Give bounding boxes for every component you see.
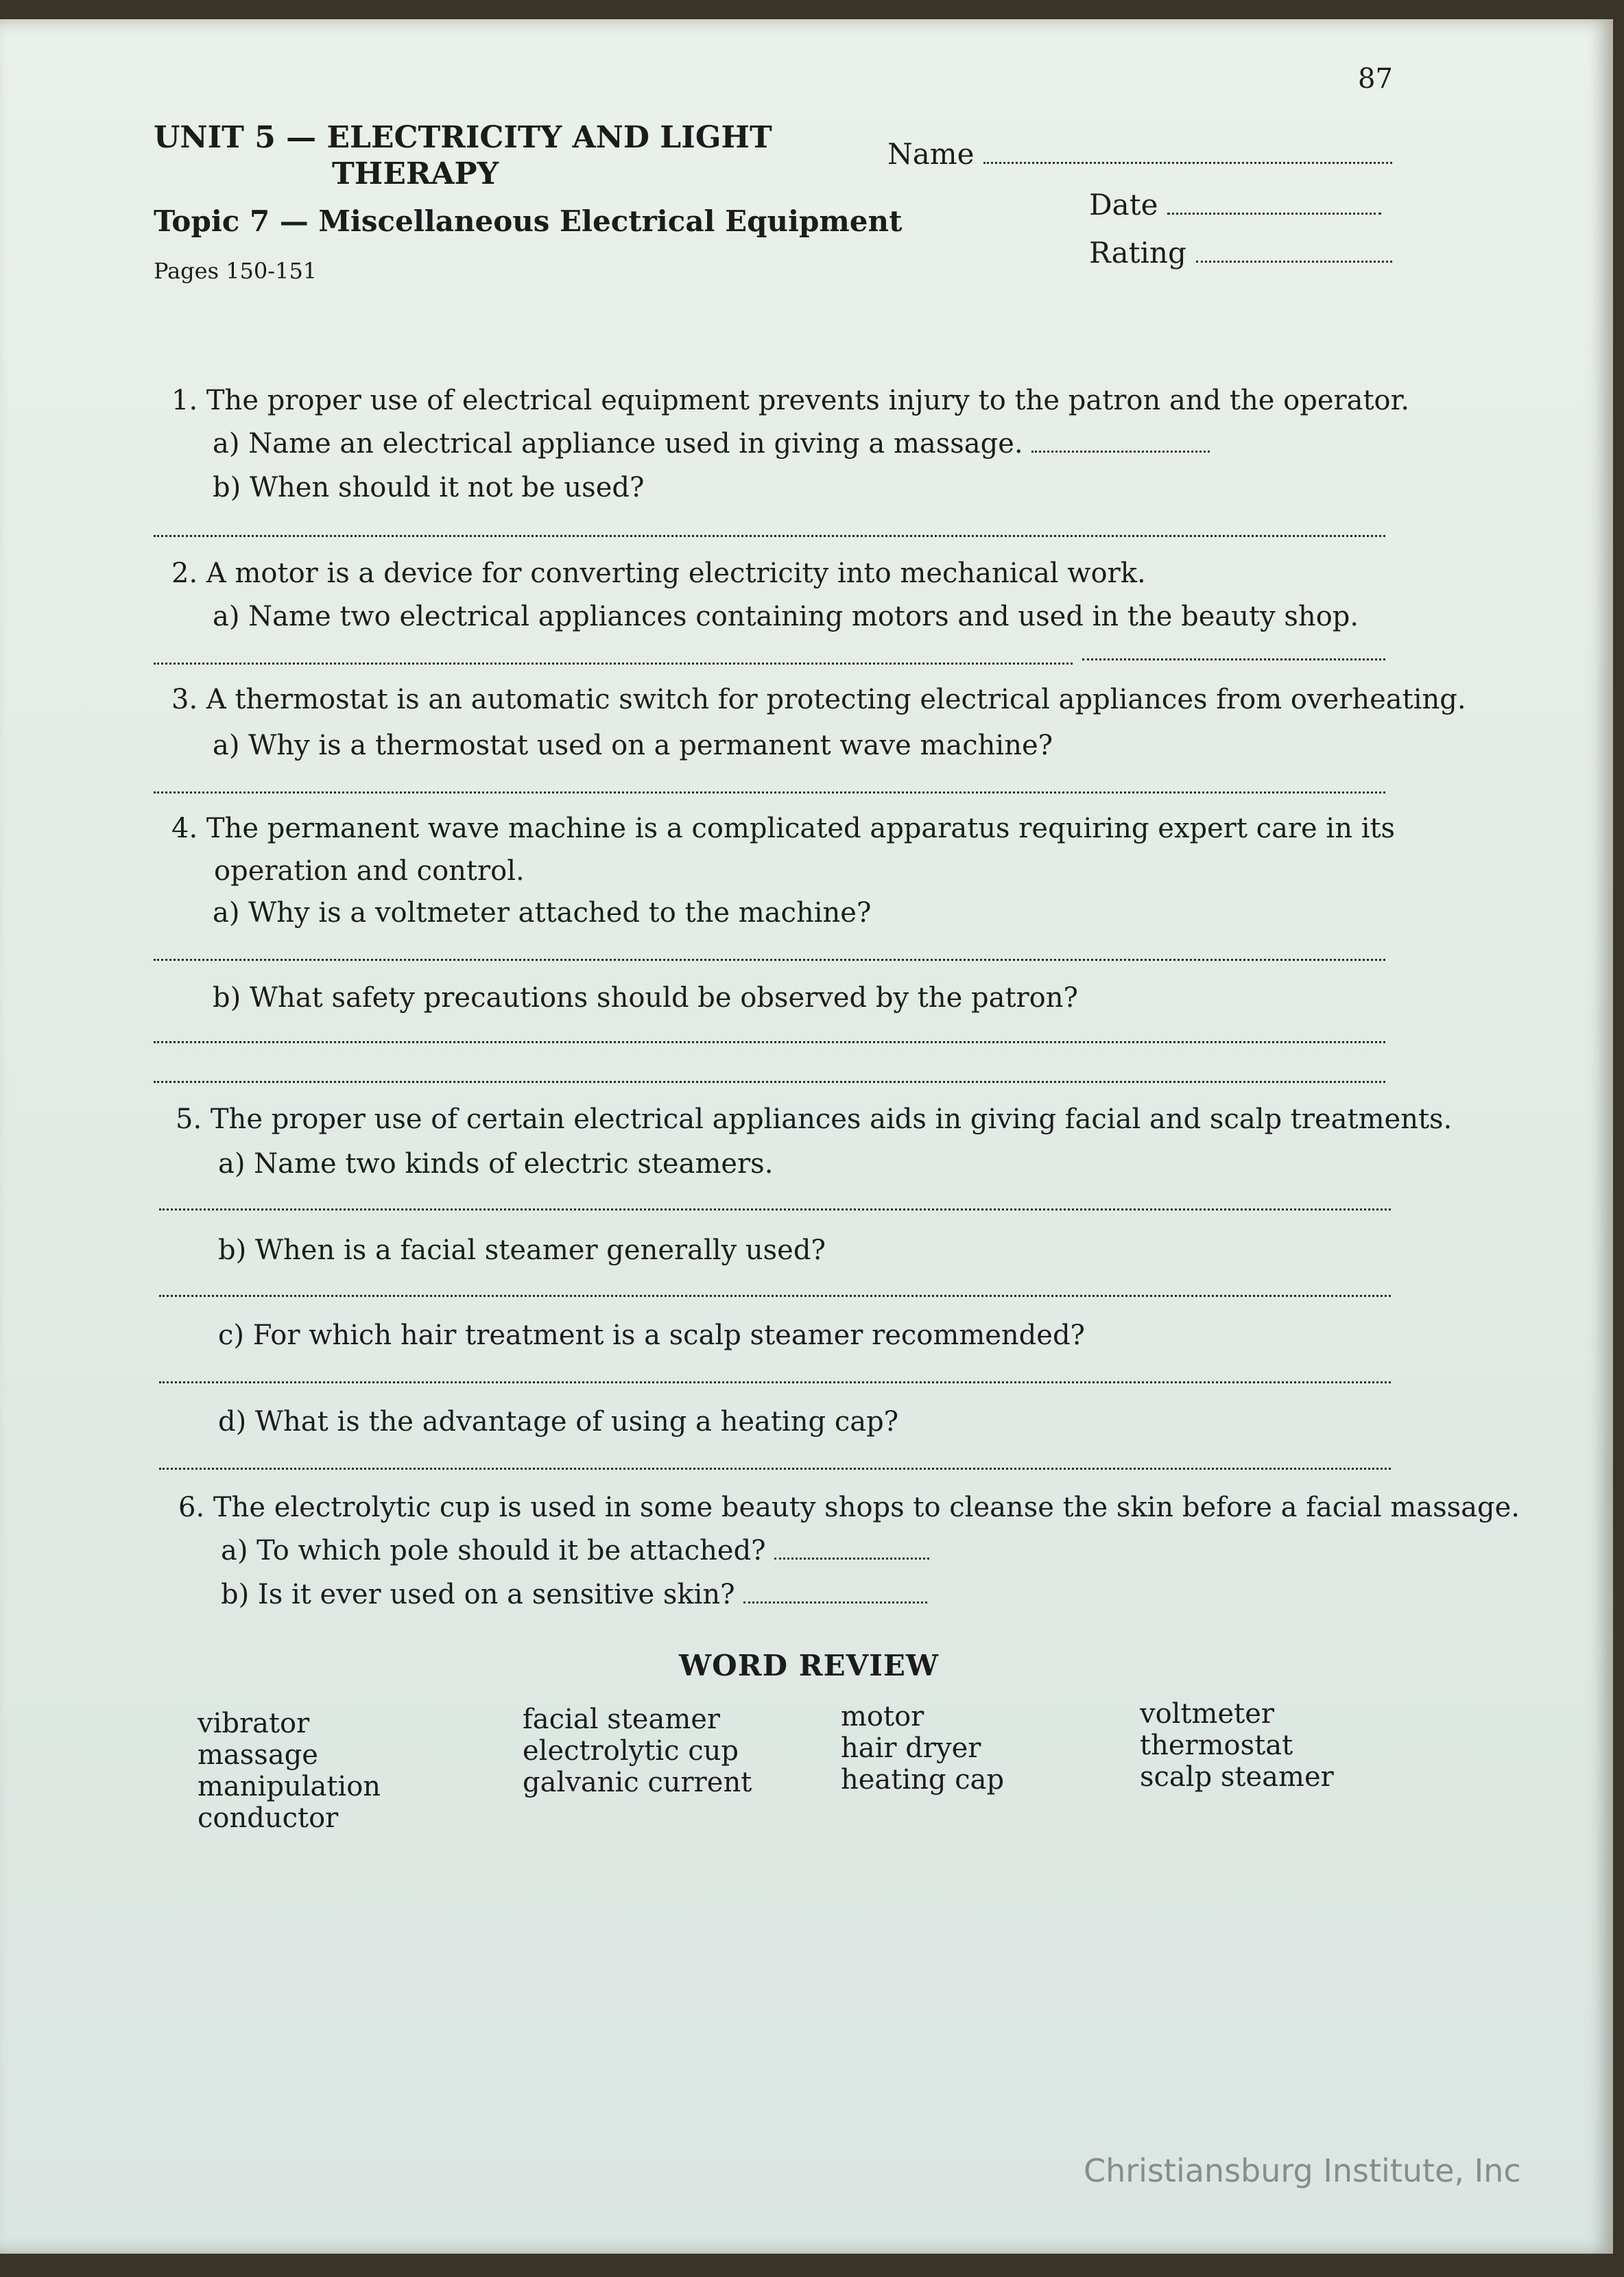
question-3: 3. A thermostat is an automatic switch for protecting electrical appliances from overheating.: [171, 684, 1466, 715]
answer-4b-line-2[interactable]: [154, 1081, 1385, 1083]
word-review-term: motor: [841, 1701, 924, 1732]
answer-5c-line[interactable]: [159, 1381, 1391, 1383]
answer-5d-line[interactable]: [159, 1468, 1391, 1470]
word-review-column-1: [198, 1708, 381, 1834]
question-5d: d) What is the advantage of using a heating cap?: [218, 1406, 899, 1438]
question-6b: [221, 1579, 927, 1610]
word-review-term: voltmeter: [1140, 1698, 1275, 1730]
question-1a: [213, 428, 1210, 460]
word-review-term: heating cap: [841, 1764, 1005, 1796]
answer-3a-line[interactable]: [154, 791, 1385, 794]
topic-title: Topic 7 — Miscellaneous Electrical Equipment: [154, 204, 903, 238]
name-field[interactable]: [887, 137, 1392, 171]
question-4-continued: operation and control.: [214, 855, 525, 887]
word-review-term: thermostat: [1140, 1730, 1293, 1761]
word-review-term: hair dryer: [841, 1732, 981, 1764]
answer-2a-line-2[interactable]: [1082, 658, 1385, 660]
word-review-term: vibrator: [198, 1708, 310, 1739]
word-review-term: conductor: [198, 1802, 339, 1834]
answer-4a-line[interactable]: [154, 959, 1385, 961]
word-review-term: manipulation: [198, 1771, 381, 1802]
answer-6b-line[interactable]: [743, 1581, 927, 1604]
date-line[interactable]: [1167, 192, 1381, 215]
name-line[interactable]: [983, 141, 1392, 164]
question-5a: a) Name two kinds of electric steamers.: [218, 1148, 774, 1180]
page-number: 87: [1358, 63, 1393, 95]
question-5: 5. The proper use of certain electrical appliances aids in giving facial and scalp treatments.: [176, 1104, 1453, 1135]
word-review-column-4: [1140, 1698, 1334, 1793]
rating-field[interactable]: [1089, 236, 1392, 270]
answer-5b-line[interactable]: [159, 1295, 1391, 1297]
date-field[interactable]: [1089, 188, 1381, 222]
question-4b: b) What safety precautions should be observed by the patron?: [213, 982, 1078, 1014]
question-3a: a) Why is a thermostat used on a permanent wave machine?: [213, 730, 1053, 761]
word-review-term: scalp steamer: [1140, 1761, 1334, 1793]
question-4a: a) Why is a voltmeter attached to the machine?: [213, 897, 872, 929]
rating-line[interactable]: [1196, 240, 1392, 263]
answer-4b-line-1[interactable]: [154, 1041, 1385, 1043]
answer-1a-line[interactable]: [1031, 430, 1210, 453]
word-review-term: facial steamer: [523, 1704, 721, 1735]
rating-label: Rating: [1089, 236, 1186, 270]
question-1: 1. The proper use of electrical equipment prevents injury to the patron and the operator.: [171, 385, 1410, 416]
question-6: 6. The electrolytic cup is used in some beauty shops to cleanse the skin before a facial massage.: [178, 1492, 1520, 1523]
question-6b-text: b) Is it ever used on a sensitive skin?: [221, 1579, 735, 1610]
word-review-term: electrolytic cup: [523, 1735, 739, 1767]
question-6a-text: a) To which pole should it be attached?: [221, 1535, 766, 1566]
answer-2a-line-1[interactable]: [154, 663, 1073, 665]
question-1a-text: a) Name an electrical appliance used in giving a massage.: [213, 428, 1023, 460]
answer-5a-line[interactable]: [159, 1208, 1391, 1211]
unit-title-continued: THERAPY: [332, 156, 499, 191]
question-6a: [221, 1535, 929, 1566]
pages-reference: Pages 150-151: [154, 258, 318, 284]
question-1b: b) When should it not be used?: [213, 472, 645, 503]
question-4: 4. The permanent wave machine is a complicated apparatus requiring expert care in its: [171, 813, 1396, 844]
word-review-term: galvanic current: [523, 1767, 752, 1798]
date-label: Date: [1089, 188, 1158, 222]
answer-6a-line[interactable]: [774, 1537, 929, 1560]
question-5c: c) For which hair treatment is a scalp steamer recommended?: [218, 1320, 1086, 1351]
name-label: Name: [887, 137, 975, 171]
worksheet-page: [0, 19, 1613, 2254]
word-review-column-3: [841, 1701, 1004, 1796]
watermark: Christiansburg Institute, Inc: [1084, 2152, 1521, 2189]
word-review-column-2: [523, 1704, 752, 1798]
unit-title: UNIT 5 — ELECTRICITY AND LIGHT: [154, 120, 772, 155]
question-5b: b) When is a facial steamer generally used?: [218, 1235, 826, 1266]
word-review-title: WORD REVIEW: [679, 1649, 940, 1682]
question-2a: a) Name two electrical appliances containing motors and used in the beauty shop.: [213, 601, 1359, 632]
answer-1b-line[interactable]: [154, 535, 1385, 537]
word-review-term: massage: [198, 1739, 318, 1771]
question-2: 2. A motor is a device for converting electricity into mechanical work.: [171, 558, 1146, 589]
